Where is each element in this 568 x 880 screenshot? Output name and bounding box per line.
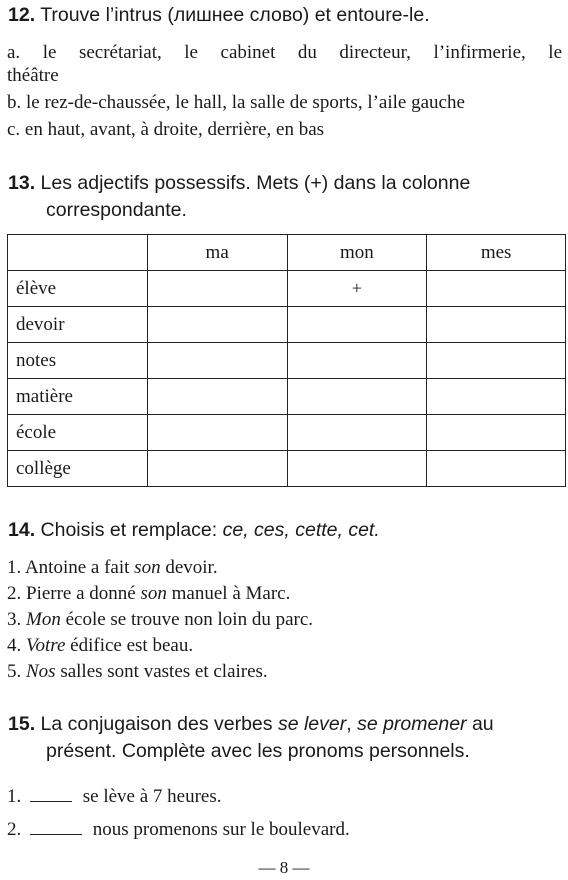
table-cell-noun: matière <box>8 379 148 415</box>
exercise-12-item-b: b. le rez-de-chaussée, le hall, la salle de sports, l’aile gauche <box>7 92 465 113</box>
item-text: Antoine a fait <box>24 557 135 578</box>
exercise-15-heading <box>8 711 562 765</box>
table-header-cell: mon <box>287 235 427 271</box>
table-row <box>8 307 566 343</box>
table-cell-answer[interactable] <box>287 307 427 343</box>
table-cell-noun: école <box>8 415 148 451</box>
exercise-15-item <box>7 817 562 843</box>
exercise-14-item <box>7 607 562 633</box>
exercise-15-verb: se promener <box>357 713 467 735</box>
table-cell-answer[interactable] <box>147 379 287 415</box>
item-number: 1. <box>7 557 22 578</box>
item-text: se lève à 7 heures. <box>82 786 222 807</box>
exercise-13-heading <box>8 170 562 224</box>
item-text: édifice est beau. <box>65 635 194 656</box>
table-cell-answer[interactable]: + <box>287 271 427 307</box>
exercise-14-words: ce, ces, cette, cet. <box>222 519 380 541</box>
exercise-15-number: 15. <box>8 713 36 735</box>
item-text: salles sont vastes et claires. <box>55 661 268 682</box>
possessives-table <box>7 234 566 487</box>
item-italic-word: son <box>140 583 167 604</box>
exercise-15-instruction: au <box>466 713 494 735</box>
answer-blank[interactable] <box>30 801 72 802</box>
table-cell-answer[interactable] <box>427 415 566 451</box>
item-number: 5. <box>7 661 22 682</box>
table-cell-answer[interactable] <box>147 415 287 451</box>
table-cell-answer[interactable] <box>427 271 566 307</box>
table-row <box>8 451 566 487</box>
table-cell-answer[interactable] <box>147 271 287 307</box>
item-number: 3. <box>7 609 22 630</box>
exercise-12-heading <box>8 2 562 29</box>
exercise-14-item <box>7 659 562 685</box>
page-number: — 8 — <box>258 858 310 877</box>
exercise-12-instruction: Trouve l’intrus (лишнее слово) et entoure-le. <box>40 4 430 26</box>
item-text: Pierre a donné <box>26 583 141 604</box>
exercise-14-item <box>7 581 562 607</box>
exercise-14-item <box>7 555 562 581</box>
table-cell-answer[interactable] <box>287 451 427 487</box>
answer-blank[interactable] <box>30 834 82 835</box>
table-cell-answer[interactable] <box>147 343 287 379</box>
table-cell-answer[interactable] <box>427 307 566 343</box>
exercise-12-item-a-cont: théâtre <box>7 65 59 86</box>
table-cell-answer[interactable] <box>287 379 427 415</box>
table-cell-noun: notes <box>8 343 148 379</box>
table-cell-noun: collège <box>8 451 148 487</box>
item-italic-word: son <box>134 557 161 578</box>
table-cell-answer[interactable] <box>427 451 566 487</box>
table-row <box>8 343 566 379</box>
item-italic-word: Votre <box>26 635 66 656</box>
exercise-12-item-c: c. en haut, avant, à droite, derrière, en bas <box>7 119 325 140</box>
exercise-13-instruction-line2: correspondante. <box>46 199 187 221</box>
table-header-cell: ma <box>147 235 287 271</box>
table-header-row <box>8 235 566 271</box>
table-row <box>8 415 566 451</box>
exercise-12-item-a: a. le secrétariat, le cabinet du directeur, l’infirmerie, le <box>7 42 562 63</box>
item-number: 1. <box>7 786 22 807</box>
exercise-13-number: 13. <box>8 172 36 194</box>
table-cell-answer[interactable] <box>287 343 427 379</box>
exercise-15-verb: se lever <box>277 713 347 735</box>
exercise-12-number: 12. <box>8 4 36 26</box>
item-number: 4. <box>7 635 22 656</box>
item-number: 2. <box>7 583 22 604</box>
table-cell-answer[interactable] <box>427 379 566 415</box>
exercise-14-number: 14. <box>8 519 36 541</box>
item-italic-word: Mon <box>26 609 61 630</box>
table-cell-answer[interactable] <box>287 415 427 451</box>
exercise-13-instruction-line1: Les adjectifs possessifs. Mets (+) dans la colonne <box>40 172 471 194</box>
table-row <box>8 271 566 307</box>
table-cell-answer[interactable] <box>147 307 287 343</box>
exercise-15-separator: , <box>346 713 358 735</box>
exercise-14-instruction: Choisis et remplace: <box>40 519 223 541</box>
table-cell-answer[interactable] <box>147 451 287 487</box>
exercise-15-item <box>7 784 562 810</box>
table-row <box>8 379 566 415</box>
item-text: école se trouve non loin du parc. <box>60 609 314 630</box>
item-text: nous promenons sur le boulevard. <box>92 819 350 840</box>
exercise-15-instruction-line2: présent. Complète avec les pronoms personnels. <box>46 740 470 762</box>
exercise-14-heading <box>8 517 562 544</box>
item-text: manuel à Marc. <box>166 583 291 604</box>
item-number: 2. <box>7 819 22 840</box>
table-header-cell: mes <box>427 235 566 271</box>
item-text: devoir. <box>160 557 218 578</box>
exercise-15-instruction: La conjugaison des verbes <box>40 713 278 735</box>
table-cell-noun: élève <box>8 271 148 307</box>
table-cell-answer[interactable] <box>427 343 566 379</box>
table-cell-noun: devoir <box>8 307 148 343</box>
exercise-14-item <box>7 633 562 659</box>
table-header-cell <box>8 235 148 271</box>
item-italic-word: Nos <box>26 661 56 682</box>
